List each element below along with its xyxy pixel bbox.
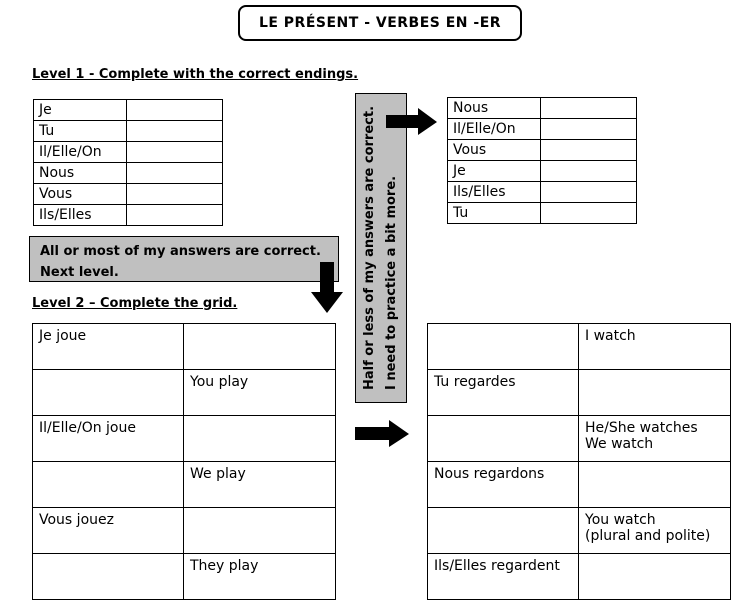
grid-cell[interactable] <box>579 370 731 416</box>
pronoun-cell: Vous <box>34 184 127 205</box>
table-row <box>34 205 223 226</box>
pronoun-cell: Je <box>34 100 127 121</box>
grid-cell: Vous jouez <box>33 508 184 554</box>
level1-left-table <box>33 99 223 226</box>
pronoun-cell: Il/Elle/On <box>448 119 541 140</box>
table-row <box>34 121 223 142</box>
table-row <box>448 140 637 161</box>
table-row <box>33 508 336 554</box>
grid-cell: Je joue <box>33 324 184 370</box>
right-arrow-icon <box>386 108 438 136</box>
answer-cell[interactable] <box>127 184 223 205</box>
answer-cell[interactable] <box>541 182 637 203</box>
table-row <box>448 203 637 224</box>
table-row <box>34 184 223 205</box>
down-arrow-icon <box>310 262 344 314</box>
correct-answers-box <box>29 236 339 282</box>
table-row <box>33 324 336 370</box>
pronoun-cell: Ils/Elles <box>448 182 541 203</box>
correct-box-line1: All or most of my answers are correct. <box>40 244 321 259</box>
table-row <box>428 416 731 462</box>
answer-cell[interactable] <box>127 163 223 184</box>
level1-right-table <box>447 97 637 224</box>
grid-cell: You watch (plural and polite) <box>579 508 731 554</box>
table-row <box>448 161 637 182</box>
level1-heading: Level 1 - Complete with the correct endings. <box>32 67 359 82</box>
grid-cell: We play <box>184 462 336 508</box>
answer-cell[interactable] <box>541 203 637 224</box>
grid-cell: Il/Elle/On joue <box>33 416 184 462</box>
grid-cell: Tu regardes <box>428 370 579 416</box>
practice-box-text: Half or less of my answers are correct. I need to practice a bit more. <box>362 105 399 391</box>
table-row <box>34 100 223 121</box>
grid-cell[interactable] <box>428 324 579 370</box>
grid-cell: I watch <box>579 324 731 370</box>
pronoun-cell: Tu <box>34 121 127 142</box>
pronoun-cell: Ils/Elles <box>34 205 127 226</box>
level2-right-grid <box>427 323 731 600</box>
correct-box-line2: Next level. <box>40 265 119 280</box>
grid-cell: He/She watches We watch <box>579 416 731 462</box>
grid-cell[interactable] <box>579 462 731 508</box>
table-row <box>448 182 637 203</box>
grid-cell[interactable] <box>428 508 579 554</box>
pronoun-cell: Tu <box>448 203 541 224</box>
answer-cell[interactable] <box>127 142 223 163</box>
practice-more-box <box>355 93 407 403</box>
table-row <box>33 462 336 508</box>
pronoun-cell: Vous <box>448 140 541 161</box>
answer-cell[interactable] <box>541 119 637 140</box>
grid-cell[interactable] <box>184 416 336 462</box>
table-row <box>33 416 336 462</box>
level2-left-grid <box>32 323 336 600</box>
table-row <box>33 370 336 416</box>
grid-cell[interactable] <box>33 462 184 508</box>
grid-cell[interactable] <box>184 508 336 554</box>
grid-cell: You play <box>184 370 336 416</box>
grid-cell[interactable] <box>33 554 184 600</box>
table-row <box>428 324 731 370</box>
grid-cell: Nous regardons <box>428 462 579 508</box>
table-row <box>34 142 223 163</box>
right-arrow-icon <box>355 420 410 448</box>
table-row <box>428 370 731 416</box>
answer-cell[interactable] <box>541 98 637 119</box>
table-row <box>428 508 731 554</box>
grid-cell: They play <box>184 554 336 600</box>
table-row <box>428 462 731 508</box>
pronoun-cell: Il/Elle/On <box>34 142 127 163</box>
answer-cell[interactable] <box>127 121 223 142</box>
table-row <box>448 119 637 140</box>
grid-cell[interactable] <box>428 416 579 462</box>
grid-cell: Ils/Elles regardent <box>428 554 579 600</box>
pronoun-cell: Nous <box>448 98 541 119</box>
level2-heading: Level 2 – Complete the grid. <box>32 296 238 311</box>
table-row <box>428 554 731 600</box>
table-row <box>448 98 637 119</box>
grid-cell[interactable] <box>184 324 336 370</box>
worksheet-title: LE PRÉSENT - VERBES EN -ER <box>238 5 522 41</box>
answer-cell[interactable] <box>541 140 637 161</box>
grid-cell[interactable] <box>33 370 184 416</box>
answer-cell[interactable] <box>127 100 223 121</box>
answer-cell[interactable] <box>127 205 223 226</box>
table-row <box>34 163 223 184</box>
answer-cell[interactable] <box>541 161 637 182</box>
pronoun-cell: Je <box>448 161 541 182</box>
pronoun-cell: Nous <box>34 163 127 184</box>
grid-cell[interactable] <box>579 554 731 600</box>
table-row <box>33 554 336 600</box>
